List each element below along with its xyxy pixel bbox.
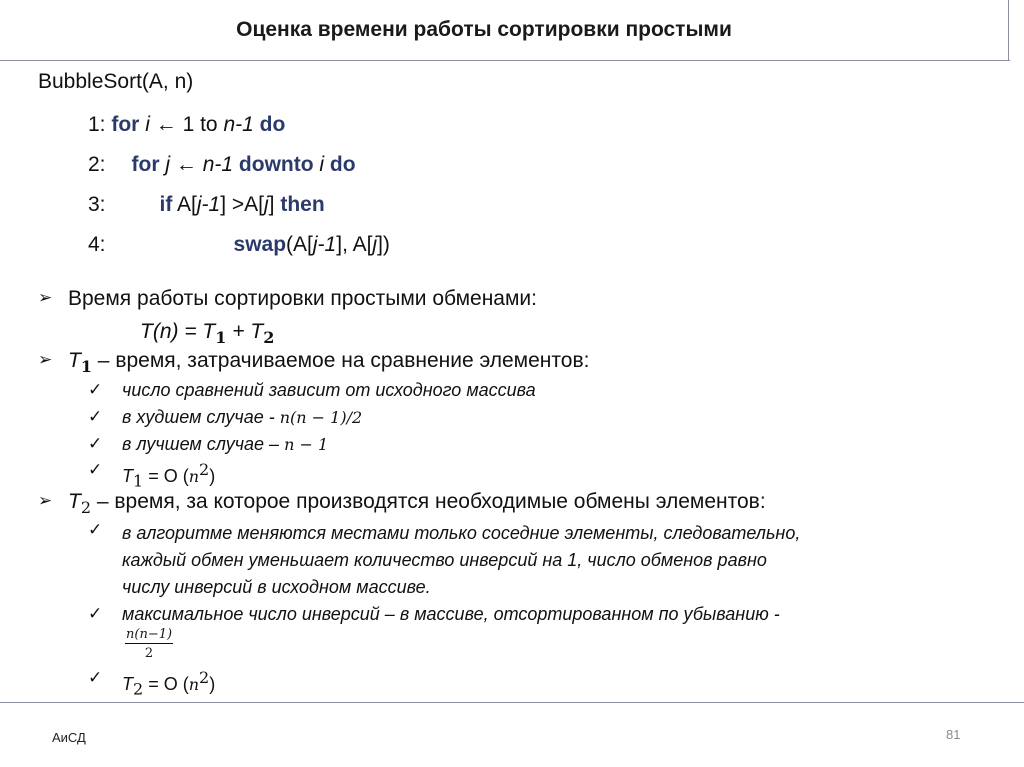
line-number: 3:: [88, 193, 106, 216]
item-math: n(n − 1)/2: [279, 408, 363, 427]
check-icon: ✓: [88, 520, 103, 539]
title-divider: [0, 60, 1010, 61]
algorithm-line-3: [88, 193, 325, 217]
t2-sub: 2: [80, 498, 92, 518]
algorithm-signature: BubbleSort(A, n): [38, 70, 194, 93]
runtime-formula: [140, 320, 274, 347]
t1-sub: 1: [80, 357, 92, 377]
item-close: ): [209, 674, 216, 694]
keyword-do: do: [329, 153, 356, 176]
expr-index: j-1: [196, 193, 221, 216]
expr-part: (A[: [286, 233, 313, 256]
keyword-for: for: [111, 113, 140, 136]
t1-sub: 1: [133, 471, 144, 491]
loop-variable: j: [165, 153, 171, 176]
bullet-text: Время работы сортировки простыми обменами:: [68, 287, 537, 310]
loop-end: n-1: [223, 113, 254, 136]
item-close: ): [209, 466, 216, 486]
check-icon: ✓: [88, 380, 103, 399]
keyword-to: to: [200, 113, 218, 136]
t2-sub: 2: [133, 679, 144, 699]
formula-sub-1: 1: [215, 328, 227, 348]
title-side-divider: [1008, 0, 1009, 60]
assign-arrow: ←: [155, 113, 177, 136]
loop-variable: i: [145, 113, 150, 136]
assign-arrow: ←: [175, 153, 197, 176]
loop-start: 1: [182, 113, 195, 136]
check-icon: ✓: [88, 407, 103, 426]
item-text: в лучшем случае –: [122, 434, 285, 454]
inversion-fraction: [125, 627, 173, 661]
check-icon: ✓: [88, 668, 103, 687]
footer-course-label: АиСД: [52, 730, 86, 745]
t1-symbol: T: [122, 466, 133, 486]
formula-sub-2: 2: [263, 328, 275, 348]
arrow-bullet-icon: ➢: [38, 350, 53, 369]
keyword-swap: swap: [233, 233, 287, 256]
keyword-for: for: [131, 153, 160, 176]
expr-index: j: [264, 193, 269, 216]
bullet-t1-text: [68, 349, 589, 376]
expr-part: ]: [268, 193, 275, 216]
arrow-bullet-icon: ➢: [38, 491, 53, 510]
loop-end: i: [319, 153, 325, 176]
item-eq: = O (: [143, 674, 189, 694]
expr-index: j-1: [312, 233, 337, 256]
item-text-line: в алгоритме меняются местами только соседние элементы, следовательно,: [122, 523, 801, 543]
line-number: 2:: [88, 153, 106, 176]
algorithm-line-1: [88, 113, 285, 137]
arrow-bullet-icon: ➢: [38, 288, 53, 307]
keyword-do: do: [259, 113, 286, 136]
algorithm-line-2: [88, 153, 356, 177]
item-sup: 2: [199, 668, 210, 687]
item-math: n − 1: [284, 435, 329, 454]
formula-plus: + T: [232, 320, 264, 343]
item-text: в худшем случае -: [122, 407, 280, 427]
item-text-line: каждый обмен уменьшает количество инверсий на 1, число обменов равно: [122, 550, 767, 570]
expr-part: ] >A[: [220, 193, 264, 216]
t2-symbol: T: [68, 490, 81, 513]
item-text: число сравнений зависит от исходного массива: [122, 380, 536, 400]
line-number: 1:: [88, 113, 106, 136]
slide-title: Оценка времени работы сортировки простыми: [236, 18, 732, 41]
item-text-line: числу инверсий в исходном массиве.: [122, 577, 431, 597]
item-math: n: [188, 467, 200, 486]
check-icon: ✓: [88, 460, 103, 479]
item-text: максимальное число инверсий – в массиве, отсортированном по убыванию -: [122, 604, 780, 624]
check-icon: ✓: [88, 434, 103, 453]
expr-index: j: [372, 233, 378, 256]
line-number: 4:: [88, 233, 106, 256]
fraction-denominator: 2: [144, 646, 154, 661]
bullet-text: – время, затрачиваемое на сравнение элементов:: [91, 349, 590, 372]
formula-lhs: T(n) = T: [140, 320, 216, 343]
keyword-downto: downto: [238, 153, 314, 176]
page-number: 81: [946, 727, 961, 742]
item-eq: = O (: [143, 466, 189, 486]
keyword-then: then: [280, 193, 325, 216]
t2-symbol: T: [122, 674, 133, 694]
fraction-numerator: n(n−1): [126, 627, 173, 642]
item-sup: 2: [199, 460, 210, 479]
loop-start: n-1: [202, 153, 234, 176]
expr-part: A[: [177, 193, 197, 216]
bullet-t2-text: [68, 490, 766, 517]
footer-divider: [0, 702, 1024, 703]
item-math: n: [188, 675, 200, 694]
keyword-if: if: [159, 193, 173, 216]
bullet-text: – время, за которое производятся необходимые обмены элементов:: [91, 490, 766, 513]
expr-part: ], A[: [336, 233, 373, 256]
algorithm-line-4: [88, 233, 390, 257]
expr-part: ]): [377, 233, 390, 256]
check-icon: ✓: [88, 604, 103, 623]
t1-symbol: T: [68, 349, 81, 372]
